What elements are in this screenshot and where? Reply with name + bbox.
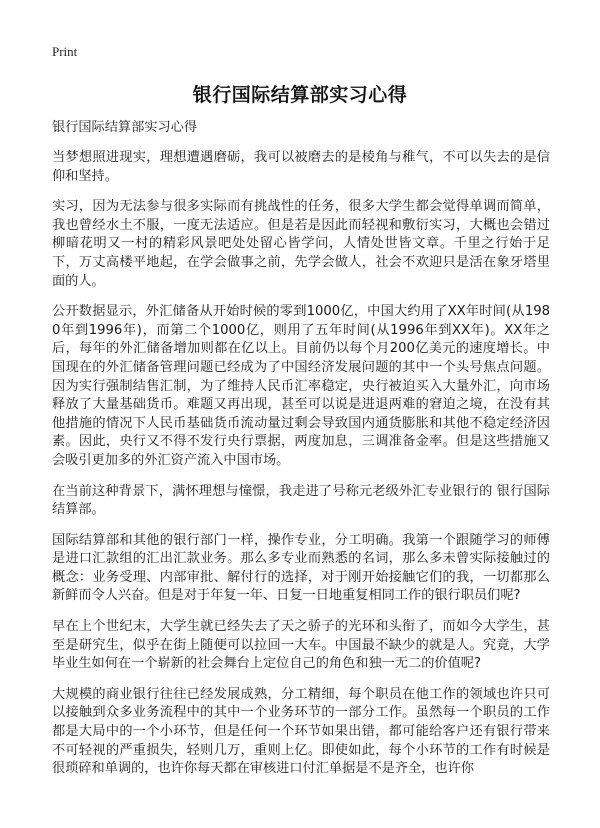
paragraph-1: 当梦想照进现实，理想遭遇磨砺，我可以被磨去的是棱角与稚气，不可以失去的是信仰和坚持。 xyxy=(52,150,550,184)
page-title: 银行国际结算部实习心得 xyxy=(192,84,408,106)
print-link[interactable]: Print xyxy=(52,44,78,59)
paragraph-5: 国际结算部和其他的银行部门一样，操作专业，分工明确。我第一个跟随学习的师傅是进口汇款组的汇出汇款业务。那么多专业而熟悉的名词，那么多未曾实际接触过的概念：业务受理、内部审批、解付行的选择，对于刚开始接触它们的我，一切都那么新鲜而令人兴奋。但是对于年复一年、日复一日地重复相同工作的银行职员们呢? xyxy=(52,532,550,604)
paragraph-3: 公开数据显示，外汇储备从开始时候的零到1000亿，中国大约用了XX年时间(从1980年到1996年)，而第二个1000亿，则用了五年时间(从1996年到XX年)。XX年之后，每年的外汇储备增加则都在亿以上。目前仍以每个月200亿美元的速度增长。中国现在的外汇储备管理问题已经成为了中国经济发展问题的其中一个头号焦点问题。因为实行强制结售汇制，为了维持人民币汇率稳定，央行被迫买入大量外汇，向市场释放了大量基础货币。难题又再出现，甚至可以说是进退两难的窘迫之境，在没有其他措施的情况下人民币基础货币流动量过剩会导致国内通货膨胀和其他不稳定经济因素。因此，央行又不得不发行央行票据，两度加息，三调准备金率。但是这些措施又会吸引更加多的外汇资产流入中国市场。 xyxy=(52,304,550,468)
article-subtitle: 银行国际结算部实习心得 xyxy=(52,120,198,135)
paragraph-2: 实习，因为无法参与很多实际而有挑战性的任务，很多大学生都会觉得单调而简单，我也曾经水土不服，一度无法适应。但是若是因此而轻视和敷衍实习，大概也会错过柳暗花明又一村的精彩风景吧处处留心皆学问，人情处世皆文章。千里之行始于足下，万丈高楼平地起，在学会做事之前，先学会做人，社会不欢迎只是活在象牙塔里面的人。 xyxy=(52,199,550,289)
paragraph-4: 在当前这种背景下，满怀理想与憧憬，我走进了号称元老级外汇专业银行的 银行国际结算部。 xyxy=(52,483,550,518)
article-body xyxy=(52,118,550,791)
paragraph-6: 早在上个世纪末，大学生就已经失去了天之骄子的光环和头衔了，而如今大学生，甚至是研究生，似乎在街上随便可以拉回一大车。中国最不缺少的就是人。究竟，大学毕业生如何在一个崭新的社会舞台上定位自己的角色和独一无二的价值呢? xyxy=(52,619,550,672)
paragraph-7: 大规模的商业银行往往已经发展成熟，分工精细，每个职员在他工作的领域也许只可以接触到众多业务流程中的其中一个业务环节的一部分工作。虽然每一个职员的工作都是大局中的一个小环节，但是任何一个环节如果出错，都可能给客户还有银行带来不可轻视的严重损失，轻则几万，重则上亿。即使如此，每个小环节的工作有时候是很琐碎和单调的，也许你每天都在审核进口付汇单据是不是齐全，也许你 xyxy=(52,686,550,777)
